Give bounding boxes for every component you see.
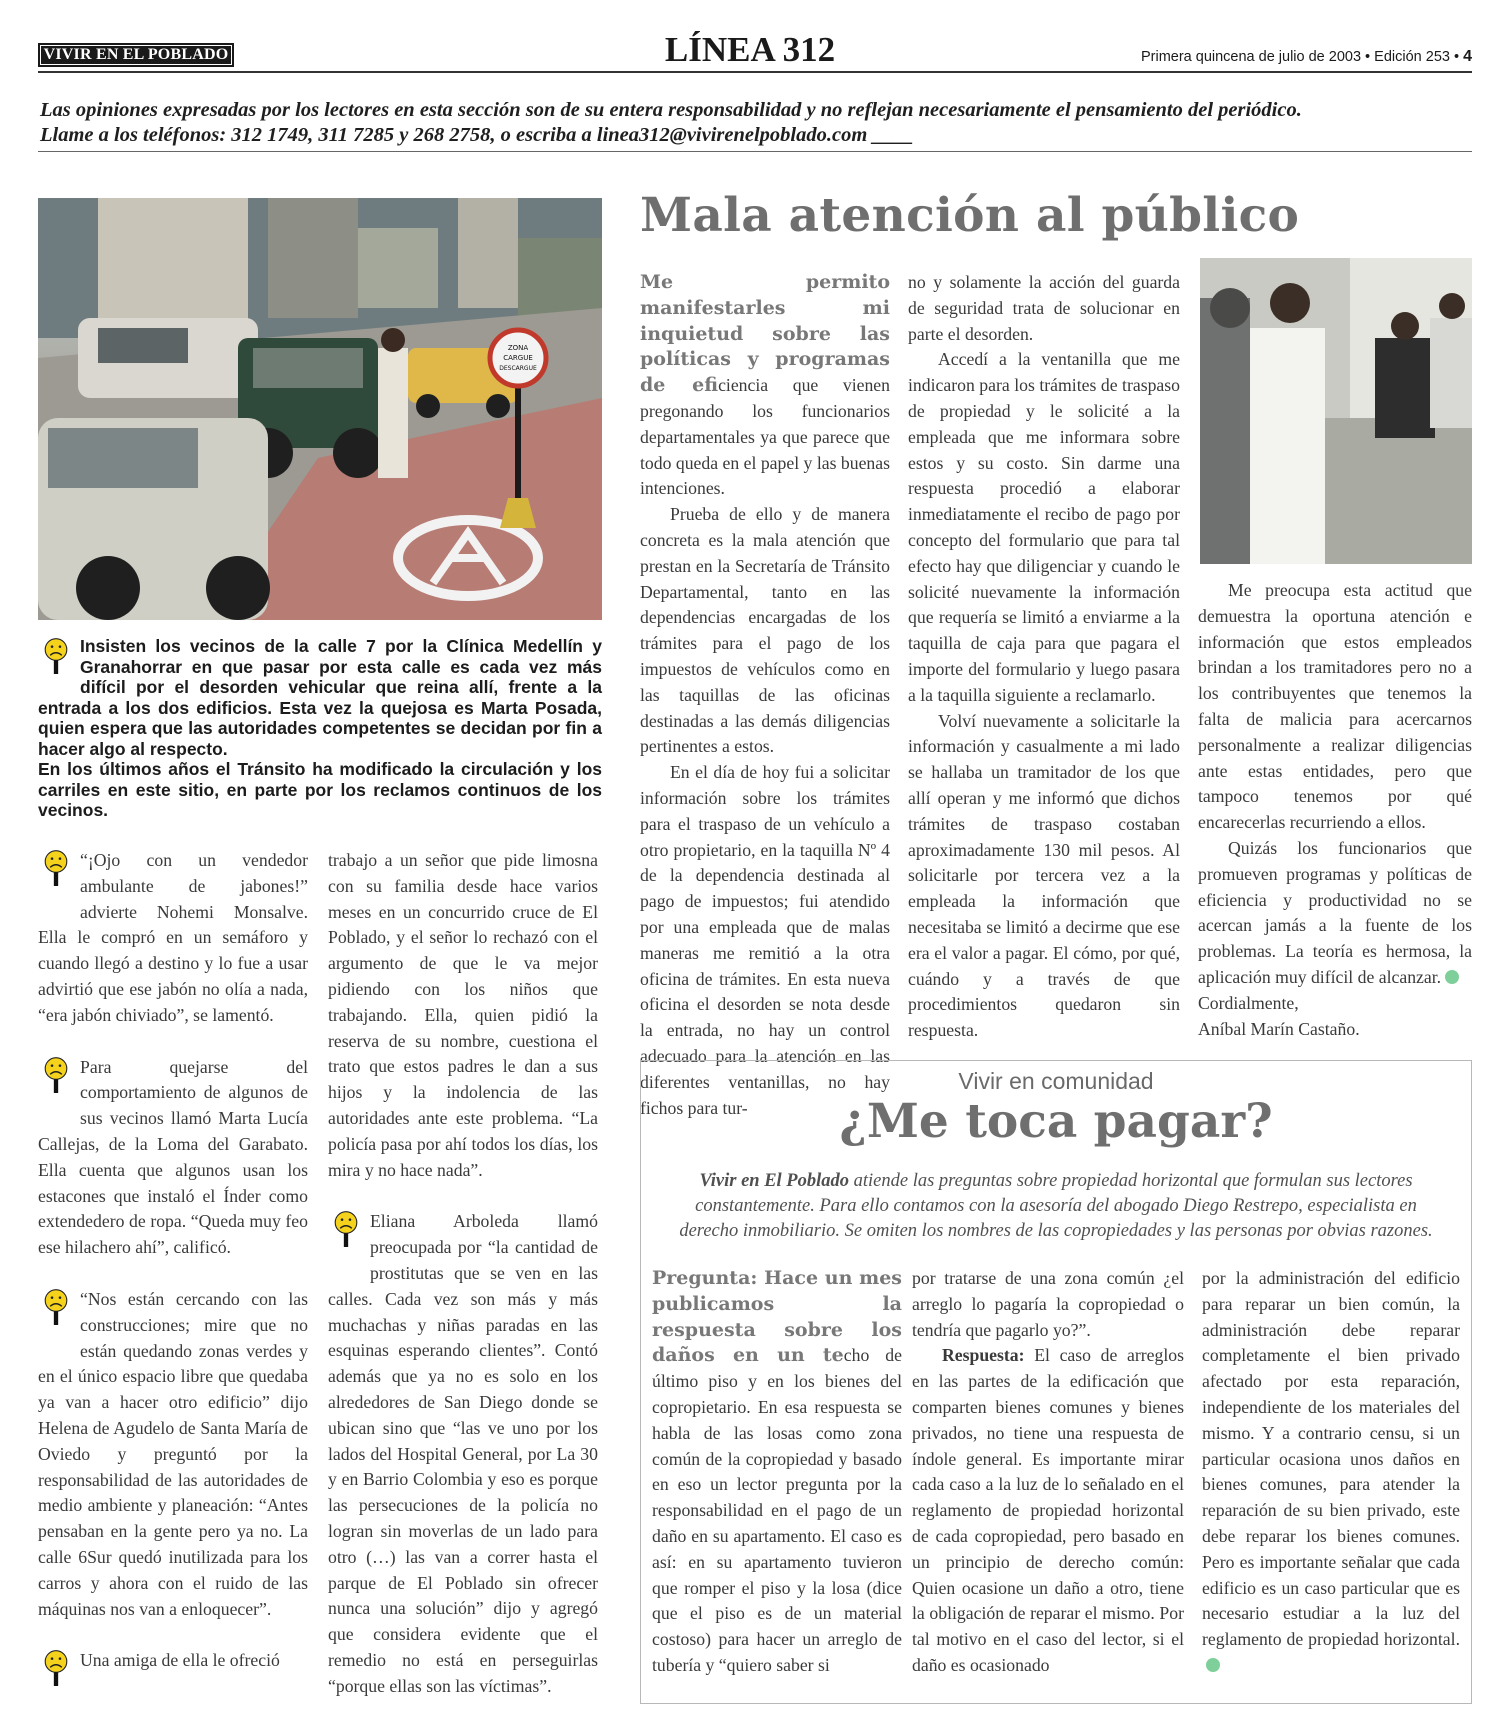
section-title: LÍNEA 312 <box>664 30 836 69</box>
end-dot-icon <box>1445 970 1459 984</box>
end-dot-icon <box>1206 1658 1220 1672</box>
article-1-p1-rest: ciencia que vienen pregonando los funcionarios departamentales ya que parece que todo queda en el papel y las buenas intenciones. <box>640 375 891 499</box>
complaint-clothesline-text: Para quejarse del comportamiento de algunos de sus vecinos llamó Marta Lucía Callejas, de la Loma del Garabato. Ella cuenta que algunos usan los estacones que instaló el Índer como extendedero de ropa. “Queda muy feo ese hilachero ahí”, calificó. <box>38 1056 308 1258</box>
article-1-p7-text: Quizás los funcionarios que promueven programas y políticas de eficiencia y productividad no se acercan jamás a la fuente de los problemas. La teoría es hermosa, la aplicación muy difícil de alcanzar. <box>1198 837 1472 987</box>
article-2-column-3 <box>1202 1266 1460 1679</box>
article-1-paragraph-5: Volví nuevamente a solicitarle la información y casualmente a mi lado se hallaba un tramitador de los que allí operan y me informó que dichos trámites de traspaso costaban aproximadamente 130 mil pesos. Al solicitarle por tercera vez a la empleada la información que necesitaba se limitó a decirme que ese era el valor a pagar. El cómo, por qué, cuándo y a través de que procedimientos quedaron sin respuesta. <box>908 710 1180 1041</box>
notice-line-1: Las opiniones expresadas por los lectores en esta sección son de su entera responsabilidad y no reflejan necesariamente el pensamiento del periódico. <box>40 99 1302 121</box>
frowning-face-icon <box>38 1289 74 1339</box>
photo-caption <box>38 636 602 821</box>
complaints-column-2 <box>328 848 598 1700</box>
article-2-kicker: Vivir en comunidad <box>958 1068 1154 1094</box>
office-scene-illustration <box>1200 258 1472 564</box>
complaint-soap <box>38 848 308 1029</box>
sign-text-1: ZONA <box>507 344 529 352</box>
article-2-answer-label: Respuesta: <box>942 1345 1025 1366</box>
issue-info <box>1141 48 1472 66</box>
page-number: 4 <box>1463 48 1472 65</box>
caption-paragraph-2: En los últimos años el Tránsito ha modificado la circulación y los carriles en este sitio, en parte por los reclamos continuos de los vecinos. <box>38 759 602 820</box>
article-1-column-3 <box>1198 578 1472 1042</box>
complaint-clothesline <box>38 1055 308 1261</box>
article-2-question <box>652 1266 902 1679</box>
complaint-beggar <box>38 1648 308 1674</box>
sign-text-3: DESCARGUE <box>499 365 537 372</box>
article-2-intro-brand: Vivir en El Poblado <box>699 1171 849 1191</box>
issue-date-edition: Primera quincena de julio de 2003 • Edición 253 • <box>1140 49 1460 65</box>
article-2-question-rest: cho de último piso y en los bienes del copropietario. En esa respuesta se habla de las losas como zona común de la copropiedad y basado en eso un lector pregunta por la responsabilidad en el pago de un daño en su apartamento. El caso es así: en su apartamento tuvieron que romper el piso y la losa (dice que el piso es de un material costoso) para hacer un arreglo de tubería y “quiero saber si <box>652 1345 902 1675</box>
masthead-logo <box>38 43 234 67</box>
street-scene-illustration <box>38 198 602 620</box>
article-1-paragraph-2: Prueba de ello y de manera concreta es la mala atención que prestan en la Secretaría de Tránsito Departamental, tanto en las dependencias encargadas de los trámites para el pago de los impuestos de vehículos como en las taquillas de las oficinas destinadas a las demás diligencias pertinentes a estos. <box>640 504 890 757</box>
article-2-question-continued: por tratarse de una zona común ¿el arreglo lo pagaría la copropiedad o tendría que pagarlo yo?”. <box>912 1268 1184 1340</box>
article-1-paragraph-7 <box>1198 836 1472 991</box>
article-1-signature: Aníbal Marín Castaño. <box>1198 1018 1360 1039</box>
complaint-soap-text: “¡Ojo con un vendedor ambulante de jabones!” advierte Nohemi Monsalve. Ella le compró en un semáforo y cuando llegó a destino y lo fue a usar advirtió que ese jabón no olía a nada, “era jabón chiviado”, se lamentó. <box>38 850 308 1025</box>
office-counter-photo <box>1200 258 1472 564</box>
sign-text-2: CARGUE <box>503 354 533 362</box>
article-1-lead: Me permito manifestarles mi inquietud sobre las políticas y programas de efi <box>640 271 890 397</box>
article-1-column-2 <box>908 270 1180 1044</box>
article-1-headline: Mala atención al público <box>640 188 1300 243</box>
article-2-answer-cont-text: por la administración del edificio para reparar un bien común, la administración debe reparar completamente el bien privado afectado por esta reparación, independiente de los materiales del mismo. Y a contrario censu, si un particular ocasiona unos daños en bienes comunes, para atender la reparación de su bien privado, este debe reparar los bienes comunes. Pero es importante señalar que cada edificio es un caso particular que es necesario estudiar a la luz del reglamento de propiedad horizontal. <box>1202 1268 1460 1650</box>
article-2-lead: Pregunta: Hace un mes publicamos la respuesta sobre los daños en un te <box>652 1267 902 1367</box>
complaint-construction-text: “Nos están cercando con las construcciones; mire que no están quedando zonas verdes y en el único espacio libre que quedaba ya van a hacer otro edificio” dijo Helena de Agudelo de Santa María de Oviedo y preguntó por la responsabilidad de las autoridades de medio ambiente y planeación: “Antes pensaban en la gente pero ya no. La calle 6Sur quedó inutilizada para los carros y ahora con el ruido de las máquinas nos van a enloquecer”. <box>38 1288 308 1619</box>
article-2-answer-continued <box>1202 1266 1460 1679</box>
frowning-face-icon <box>38 638 74 688</box>
article-1-paragraph-4: Accedí a la ventanilla que me indicaron para los trámites de traspaso de propiedad y le solicité a la empleada que me informara sobre estos y su costo. Sin darme una respuesta procedió a elaborar inmediatamente el recibo de pago por concepto del formulario que para tal efecto hay que diligenciar y cuando le solicité nuevamente la información que requería se limitó a enviarme a la taquilla de caja para que pagara el importe del formulario y luego pasara a la taquilla siguiente a reclamarlo. <box>908 349 1180 705</box>
article-2-answer <box>912 1343 1184 1678</box>
reader-notice <box>40 98 1472 148</box>
frowning-face-icon <box>328 1211 364 1261</box>
article-2-intro-rest: atiende las preguntas sobre propiedad horizontal que formulan sus lectores constantemente. Para ello contamos con la asesoría del abogado Diego Restrepo, especialista en derecho inmobiliario. Se omiten los nombres de las copropiedades y las personas por obvias razones. <box>679 1171 1433 1241</box>
article-1-closing: Cordialmente, <box>1198 992 1299 1013</box>
frowning-face-icon <box>38 1650 74 1700</box>
complaint-beggar-text-start: Una amiga de ella le ofreció <box>80 1650 280 1671</box>
complaint-construction <box>38 1287 308 1622</box>
complaint-prostitution <box>328 1209 598 1699</box>
frowning-face-icon <box>38 1057 74 1107</box>
article-1-column-1 <box>640 270 890 1121</box>
article-2-answer-text: El caso de arreglos en las partes de la edificación que comparten bienes comunes y bienes privados, no tiene una respuesta de índole general. Es importante mirar cada caso a la luz de lo señalado en el reglamento de propiedad horizontal de cada copropiedad, pero basado en un principio de derecho común: Quien ocasione un daño a otro, tiene la obligación de reparar el mismo. Por tal motivo en el caso del lector, si el daño es ocasionado <box>912 1345 1184 1675</box>
complaint-prostitution-text: Eliana Arboleda llamó preocupada por “la cantidad de prostitutas que se ven en las calles. Cada vez son más y más muchachas y niñas paradas en las esquinas esperando clientes”. Contó además que ya no es solo en los alrededores de San Diego donde se ubican sino que “las ve uno por los lados del Hospital General, por La 30 y en Barrio Colombia y eso es porque las persecuciones de la policía no logran sin moverlas de un lado para otro (…) las van a correr hasta el parque de El Poblado sin ofrecer nunca una solución” dijo y agregó que considera evidente que el remedio no está en perseguirlas “porque ellas son las víctimas”. <box>328 1211 598 1696</box>
article-1-paragraph-3-continued: no y solamente la acción del guarda de seguridad trata de solucionar en parte el desorden. <box>908 272 1180 344</box>
notice-rule <box>38 151 1472 152</box>
article-1-paragraph-3: En el día de hoy fui a solicitar información sobre los trámites para el traspaso de un vehículo a otro propietario, en la taquilla Nº 4 de la dependencia destinada al pago de impuestos; fui atendido por una empleada que de malas maneras me remitió a la otra oficina de trámites. En esta nueva oficina el desorden se nota desde la entrada, no hay un control adecuado para la atención en las diferentes ventanillas, no hay fichos para tur- <box>640 762 890 1118</box>
caption-paragraph-1: Insisten los vecinos de la calle 7 por la Clínica Medellín y Granahorrar en que pasar por esta calle es cada vez más difícil por el desorden vehicular que reina allí, frente a la entrada a los dos edificios. Esta vez la quejosa es Marta Posada, quien espera que las autoridades competentes se decidan por fin a hacer algo al respecto. <box>38 636 602 759</box>
article-2-intro <box>664 1169 1448 1244</box>
article-2-column-1 <box>652 1266 902 1679</box>
article-1-paragraph-6: Me preocupa esta actitud que demuestra la oportuna atención e información que estos empleados brindan a los tramitadores pero no a los contribuyentes que tenemos la falta de malicia para acercarnos personalmente a realizar diligencias ante estas entidades, pero que tampoco tenemos por qué encarecerlas recurriendo a ellos. <box>1198 580 1472 833</box>
masthead-logo-text: VIVIR EN EL POBLADO <box>41 46 231 64</box>
header-rule <box>38 71 1472 73</box>
article-2-column-2 <box>912 1266 1184 1679</box>
street-parking-photo <box>38 198 602 620</box>
notice-line-2: Llame a los teléfonos: 312 1749, 311 7285 y 268 2758, o escriba a linea312@vivirenelpoblado.com ____ <box>40 124 914 146</box>
frowning-face-icon <box>38 850 74 900</box>
article-1-paragraph-1 <box>640 270 890 502</box>
article-2-headline: ¿Me toca pagar? <box>839 1094 1273 1149</box>
complaints-column-1 <box>38 848 308 1700</box>
complaint-beggar-continued: trabajo a un señor que pide limosna con su familia desde hace varios meses en un concurrido cruce de El Poblado, y el señor lo rechazó con el argumento de que le va mejor pidiendo con los niños que trabajando. Ella, quien pidió la reserva de su nombre, cuestiona el trato que estos padres le dan a sus hijos y la indolencia de las autoridades ante este problema. “La policía pasa por ahí todos los días, los mira y no hace nada”. <box>328 850 598 1180</box>
